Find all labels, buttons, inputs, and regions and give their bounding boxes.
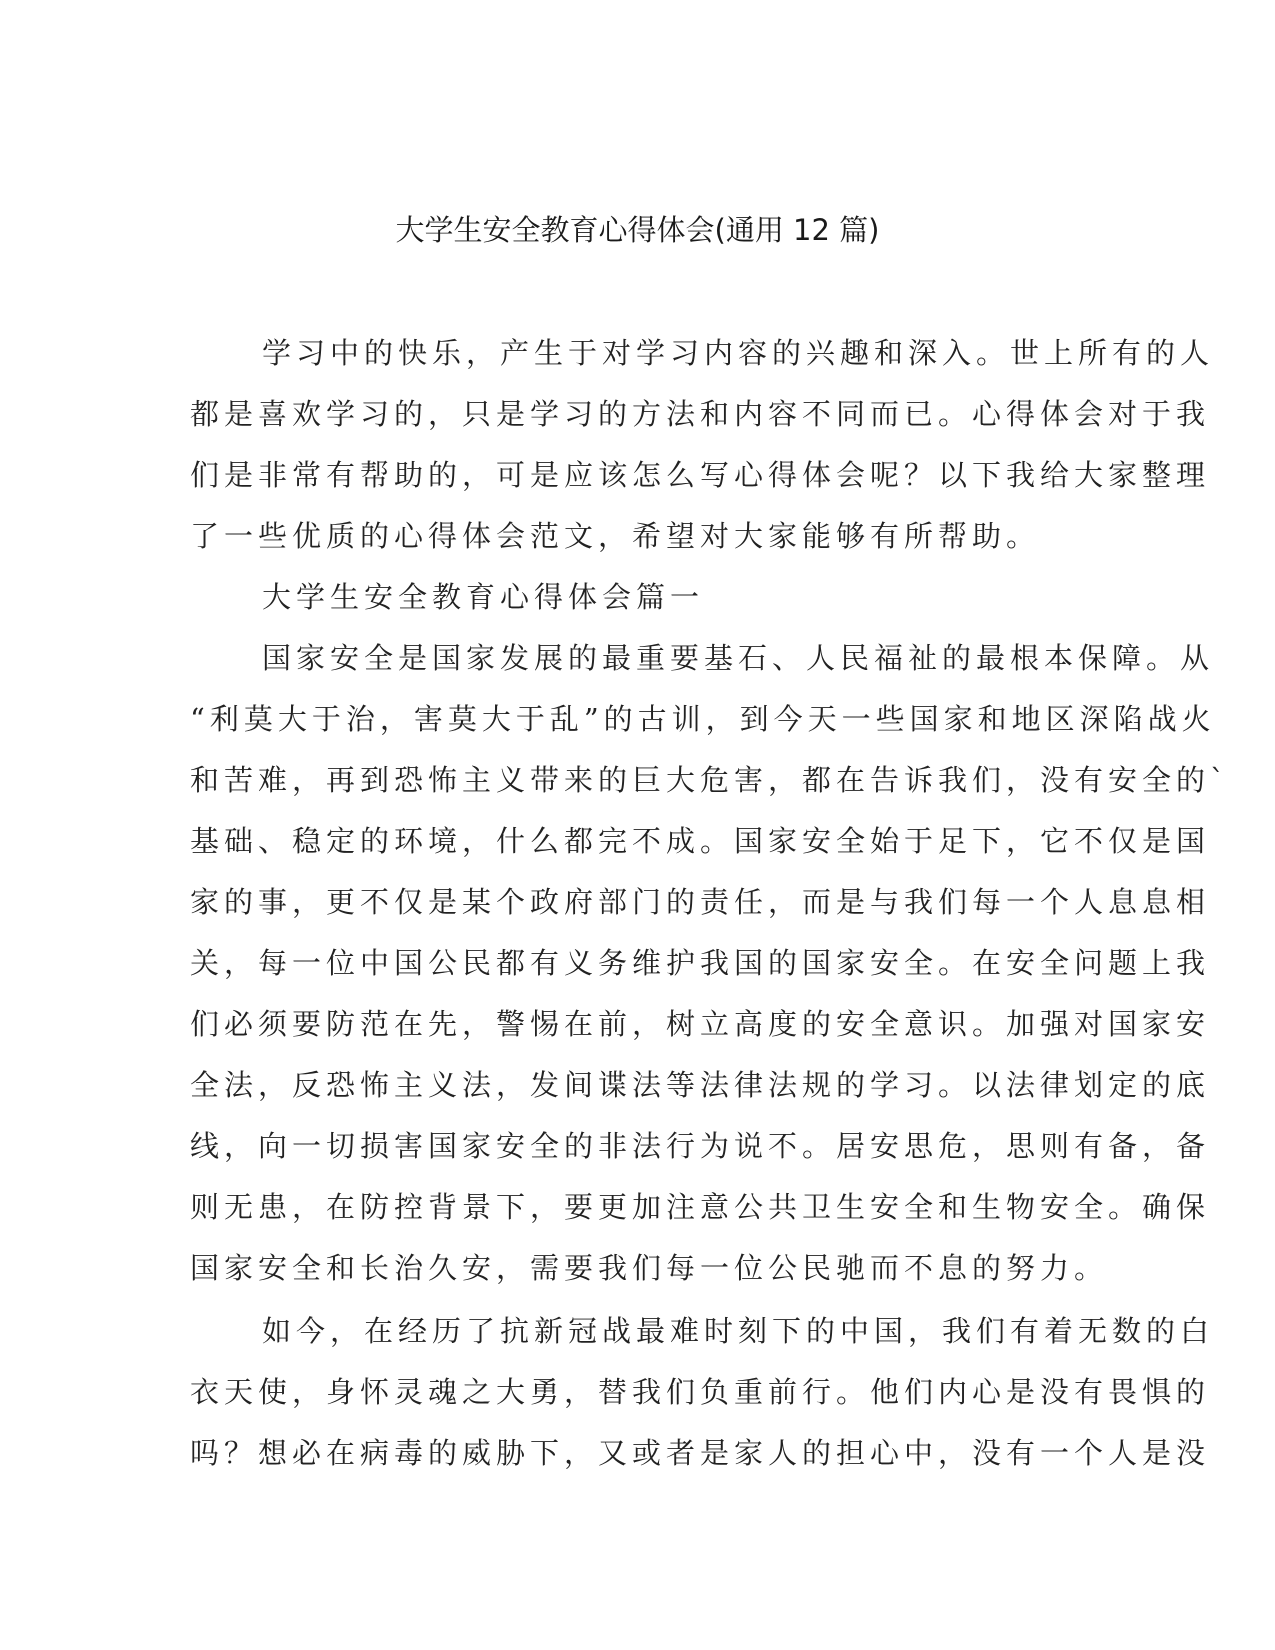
paragraph-1-line-10: 则无患，在防控背景下，要更加注意公共卫生安全和生物安全。确保 (190, 1190, 1211, 1224)
paragraph-2-line-2: 衣天使，身怀灵魂之大勇，替我们负重前行。他们内心是没有畏惧的 (190, 1375, 1211, 1409)
paragraph-1-line-11: 国家安全和长治久安，需要我们每一位公民驰而不息的努力。 (190, 1251, 1109, 1285)
intro-line-4: 了一些优质的心得体会范文，希望对大家能够有所帮助。 (190, 519, 1041, 553)
paragraph-1-line-8: 全法，反恐怖主义法，发间谍法等法律法规的学习。以法律划定的底 (190, 1068, 1211, 1102)
paragraph-1-line-5: 家的事，更不仅是某个政府部门的责任，而是与我们每一个人息息相 (190, 885, 1211, 919)
document-body (190, 323, 1230, 1484)
document-title: 大学生安全教育心得体会(通用 12 篇) (395, 213, 880, 247)
paragraph-1-line-1: 国家安全是国家发展的最重要基石、人民福祉的最根本保障。从 (262, 641, 1215, 675)
paragraph-1-line-6: 关，每一位中国公民都有义务维护我国的国家安全。在安全问题上我 (190, 946, 1211, 980)
paragraph-1-line-2: “利莫大于治，害莫大于乱”的古训，到今天一些国家和地区深陷战火 (190, 702, 1216, 736)
paragraph-2-line-3: 吗？想必在病毒的威胁下，又或者是家人的担心中，没有一个人是没 (190, 1436, 1211, 1470)
paragraph-1-line-7: 们必须要防范在先，警惕在前，树立高度的安全意识。加强对国家安 (190, 1007, 1211, 1041)
intro-line-3: 们是非常有帮助的，可是应该怎么写心得体会呢？以下我给大家整理 (190, 458, 1211, 492)
intro-line-1: 学习中的快乐，产生于对学习内容的兴趣和深入。世上所有的人 (262, 336, 1215, 370)
intro-line-2: 都是喜欢学习的，只是学习的方法和内容不同而已。心得体会对于我 (190, 397, 1211, 431)
paragraph-1-line-3: 和苦难，再到恐怖主义带来的巨大危害，都在告诉我们，没有安全的` (190, 763, 1230, 797)
paragraph-1-line-9: 线，向一切损害国家安全的非法行为说不。居安思危，思则有备，备 (190, 1129, 1211, 1163)
paragraph-2-line-1: 如今，在经历了抗新冠战最难时刻下的中国，我们有着无数的白 (262, 1314, 1215, 1348)
section-heading: 大学生安全教育心得体会篇一 (262, 580, 705, 614)
paragraph-1-line-4: 基础、稳定的环境，什么都完不成。国家安全始于足下，它不仅是国 (190, 824, 1211, 858)
